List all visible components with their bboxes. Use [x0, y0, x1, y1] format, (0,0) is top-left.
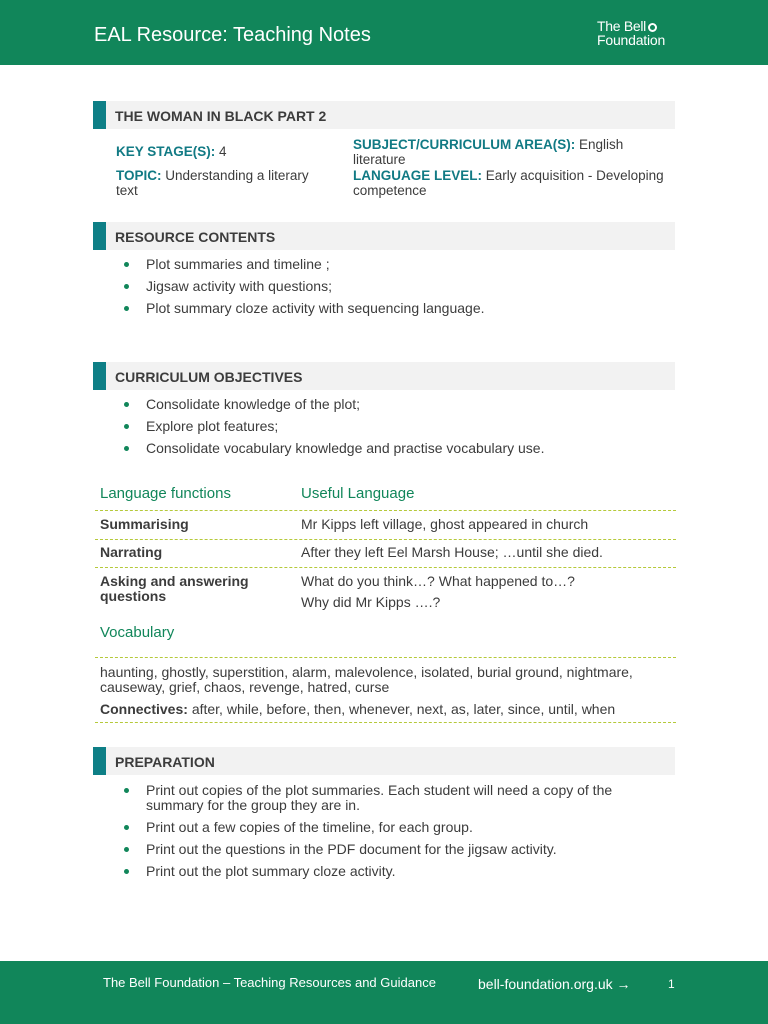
subject-value-cont: literature	[353, 152, 406, 167]
list-item	[118, 257, 638, 272]
page-header	[0, 0, 768, 65]
language-text: What do you think…? What happened to…?	[301, 573, 575, 589]
list-item	[118, 820, 638, 835]
list-item	[118, 441, 638, 456]
language-asking-answering	[301, 574, 575, 610]
bell-logo-icon	[648, 23, 657, 32]
list-item	[118, 279, 638, 294]
list-item	[118, 783, 638, 813]
section-heading: PREPARATION	[115, 754, 215, 770]
key-stage-value: 4	[219, 144, 227, 159]
language-summarising: Mr Kipps left village, ghost appeared in church	[301, 516, 589, 532]
connectives-label: Connectives:	[100, 701, 188, 717]
resource-contents-bar	[93, 222, 675, 250]
connectives	[100, 702, 670, 717]
section-marker	[93, 222, 106, 250]
useful-language-header: Useful Language	[301, 485, 415, 502]
list-item-text-cont: summary for the group they are in.	[146, 797, 360, 813]
resource-contents-list	[118, 257, 638, 316]
list-item-text: Print out a few copies of the timeline, for each group.	[146, 819, 473, 835]
section-heading: RESOURCE CONTENTS	[115, 229, 276, 245]
page-footer	[0, 961, 768, 1024]
header-title: EAL Resource: Teaching Notes	[94, 24, 371, 46]
list-item-text: Print out the questions in the PDF document for the jigsaw activity.	[146, 841, 557, 857]
key-stage-label: KEY STAGE(S):	[116, 144, 216, 159]
list-item-text: Consolidate vocabulary knowledge and practise vocabulary use.	[146, 440, 545, 456]
footer-text: The Bell Foundation – Teaching Resources and Guidance	[103, 975, 436, 990]
footer-website-link[interactable]: bell-foundation.org.uk →	[478, 976, 631, 992]
language-narrating: After they left Eel Marsh House; …until she died.	[301, 544, 603, 560]
curriculum-objectives-bar	[93, 362, 675, 390]
list-item	[118, 419, 638, 434]
bullet-dot-icon	[124, 424, 129, 429]
bullet-dot-icon	[124, 284, 129, 289]
subject-label: SUBJECT/CURRICULUM AREA(S):	[353, 137, 576, 152]
bullet-dot-icon	[124, 402, 129, 407]
vocabulary-words	[100, 665, 670, 695]
vocabulary-heading: Vocabulary	[100, 624, 175, 641]
list-item-text: Print out the plot summary cloze activity.	[146, 863, 396, 879]
curriculum-objectives-list	[118, 397, 638, 456]
language-level	[353, 168, 673, 198]
table-divider	[95, 657, 676, 658]
list-item-text: Plot summaries and timeline ;	[146, 256, 330, 272]
bullet-dot-icon	[124, 869, 129, 874]
section-heading: CURRICULUM OBJECTIVES	[115, 369, 303, 385]
function-text: Asking and answering	[100, 573, 249, 589]
table-divider	[95, 567, 676, 568]
subject-value: English	[579, 137, 624, 152]
page-number: 1	[668, 977, 675, 991]
vocabulary-words-cont: causeway, grief, chaos, revenge, hatred, curse	[100, 679, 390, 695]
title-section-bar	[93, 101, 675, 129]
function-summarising: Summarising	[100, 516, 189, 532]
bullet-dot-icon	[124, 262, 129, 267]
preparation-bar	[93, 747, 675, 775]
section-marker	[93, 362, 106, 390]
logo-line1: The Bell	[597, 18, 646, 34]
bullet-dot-icon	[124, 847, 129, 852]
table-divider	[95, 539, 676, 540]
topic-value: Understanding a literary	[165, 168, 309, 183]
logo-line2: Foundation	[597, 32, 666, 48]
topic-value-cont: text	[116, 183, 138, 198]
topic	[116, 168, 326, 198]
resource-title: THE WOMAN IN BLACK PART 2	[115, 108, 327, 124]
vocabulary-words-text: haunting, ghostly, superstition, alarm, malevolence, isolated, burial ground, nightmare,	[100, 664, 633, 680]
topic-label: TOPIC:	[116, 168, 162, 183]
bullet-dot-icon	[124, 788, 129, 793]
list-item	[118, 842, 638, 857]
list-item-text: Plot summary cloze activity with sequencing language.	[146, 300, 485, 316]
list-item	[118, 864, 638, 879]
language-level-value: Early acquisition - Developing	[485, 168, 664, 183]
bell-foundation-logo	[597, 19, 677, 47]
language-level-label: LANGUAGE LEVEL:	[353, 168, 483, 183]
language-level-value-cont: competence	[353, 183, 427, 198]
subject-area	[353, 137, 673, 167]
key-stage	[116, 144, 227, 159]
section-marker	[93, 747, 106, 775]
bullet-dot-icon	[124, 825, 129, 830]
list-item-text: Print out copies of the plot summaries. Each student will need a copy of the	[146, 782, 613, 798]
list-item-text: Consolidate knowledge of the plot;	[146, 396, 361, 412]
function-text-cont: questions	[100, 588, 167, 604]
bullet-dot-icon	[124, 306, 129, 311]
list-item	[118, 397, 638, 412]
list-item	[118, 301, 638, 316]
function-asking-answering	[100, 574, 280, 604]
list-item-text: Jigsaw activity with questions;	[146, 278, 332, 294]
connectives-value: after, while, before, then, whenever, next, as, later, since, until, when	[191, 701, 616, 717]
section-marker	[93, 101, 106, 129]
language-text-cont: Why did Mr Kipps ….?	[301, 594, 441, 610]
list-item-text: Explore plot features;	[146, 418, 279, 434]
function-narrating: Narrating	[100, 544, 163, 560]
bullet-dot-icon	[124, 446, 129, 451]
language-functions-header: Language functions	[100, 485, 231, 502]
table-divider	[95, 510, 676, 511]
preparation-list	[118, 783, 638, 879]
logo-text	[597, 19, 677, 33]
table-divider	[95, 722, 676, 723]
